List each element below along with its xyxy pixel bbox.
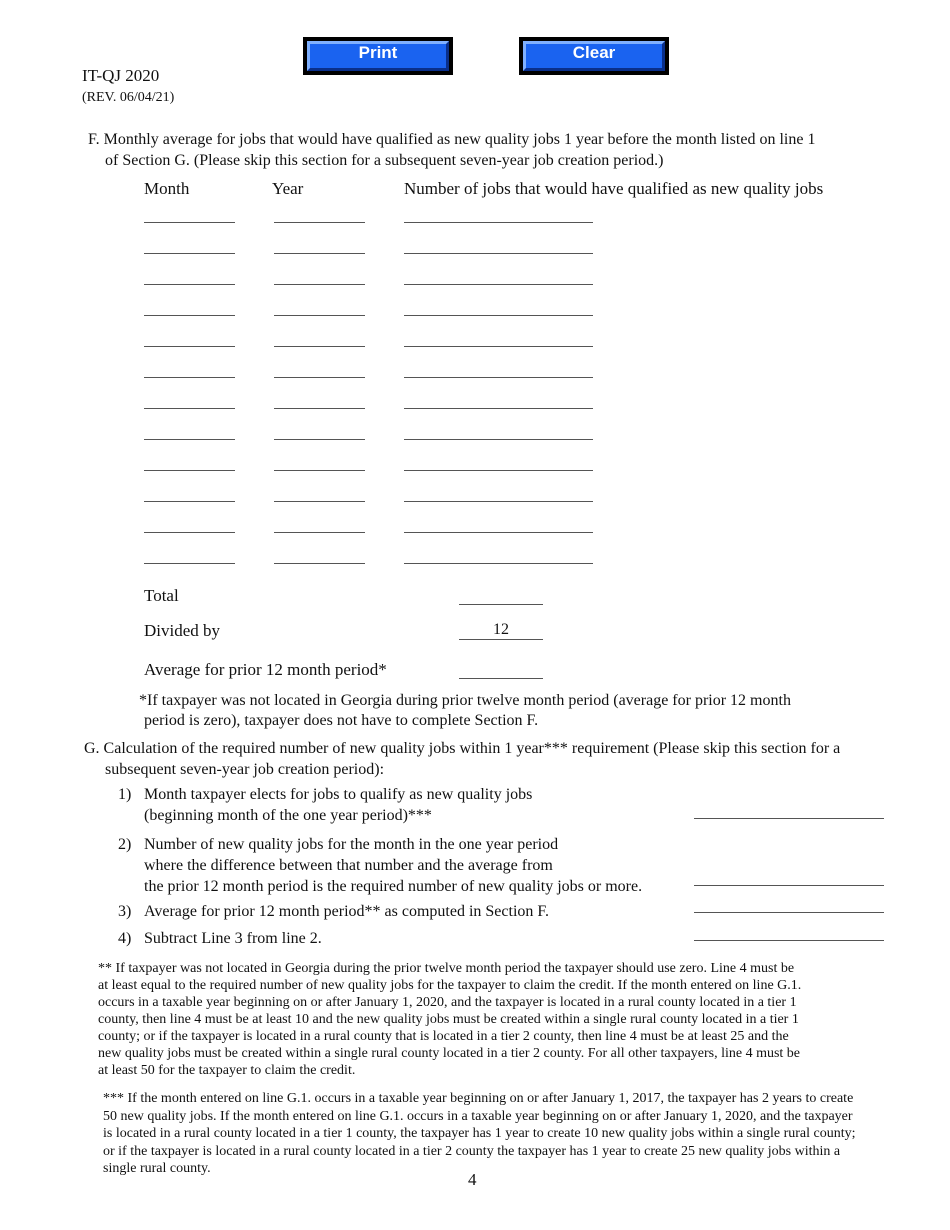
month-field[interactable] xyxy=(144,501,235,502)
footnote-line: new quality jobs must be created within a single rural county located in a tier 2 county. For all other taxpayers, line 4 must be xyxy=(98,1046,801,1061)
g-item-2-line-2: where the difference between that number and the average from xyxy=(144,857,553,874)
month-field[interactable] xyxy=(144,377,235,378)
year-field[interactable] xyxy=(274,532,365,533)
year-field[interactable] xyxy=(274,253,365,254)
g-item-4-line-1: Subtract Line 3 from line 2. xyxy=(144,930,322,947)
jobs-field[interactable] xyxy=(404,346,593,347)
section-f-note-2: period is zero), taxpayer does not have to complete Section F. xyxy=(144,712,539,729)
jobs-field[interactable] xyxy=(404,563,593,564)
g-item-1-field[interactable] xyxy=(694,818,884,819)
clear-button[interactable] xyxy=(519,37,669,75)
section-g-intro-1: G. Calculation of the required number of new quality jobs within 1 year*** requirement (Please skip this section for a xyxy=(84,740,841,757)
column-header-year: Year xyxy=(272,179,304,198)
year-field[interactable] xyxy=(274,222,365,223)
footnote-line: ** If taxpayer was not located in Georgia during the prior twelve month period the taxpayer should use zero. Line 4 must be xyxy=(98,961,795,976)
section-g-intro-2: subsequent seven-year job creation period): xyxy=(105,761,385,778)
column-header-month: Month xyxy=(144,179,190,198)
footnote-line: county; or if the taxpayer is located in a rural county that is located in a tier 2 county, then line 4 must be at least 25 and the xyxy=(98,1029,789,1044)
jobs-field[interactable] xyxy=(404,284,593,285)
jobs-field[interactable] xyxy=(404,439,593,440)
column-header-jobs: Number of jobs that would have qualified as new quality jobs xyxy=(404,179,824,198)
year-field[interactable] xyxy=(274,563,365,564)
year-field[interactable] xyxy=(274,470,365,471)
year-field[interactable] xyxy=(274,501,365,502)
g-item-1-line-2: (beginning month of the one year period)*** xyxy=(144,807,432,824)
footnote-line: is located in a rural county located in a tier 1 county, the taxpayer has 1 year to create 10 new quality jobs within a single rural county; xyxy=(103,1126,856,1141)
section-f-intro-2: of Section G. (Please skip this section for a subsequent seven-year job creation period.) xyxy=(105,152,664,169)
month-field[interactable] xyxy=(144,439,235,440)
g-item-2-line-3: the prior 12 month period is the required number of new quality jobs or more. xyxy=(144,878,643,895)
g-item-1-line-1: Month taxpayer elects for jobs to qualify as new quality jobs xyxy=(144,786,533,803)
footnote-line: county, then line 4 must be at least 10 and the new quality jobs must be created within a single rural county located in a tier 1 xyxy=(98,1012,799,1027)
g-item-3-number: 3) xyxy=(118,903,132,920)
footnote-line: at least equal to the required number of new quality jobs for the taxpayer to claim the credit. If the month entered on line G.1. xyxy=(98,978,802,993)
section-f-intro-1: F. Monthly average for jobs that would have qualified as new quality jobs 1 year before the month listed on line 1 xyxy=(88,131,816,148)
footnote-line: single rural county. xyxy=(103,1161,211,1176)
month-field[interactable] xyxy=(144,563,235,564)
section-f-note-1: *If taxpayer was not located in Georgia during prior twelve month period (average for prior 12 month xyxy=(139,692,791,709)
g-item-4-number: 4) xyxy=(118,930,132,947)
footnote-line: occurs in a taxable year beginning on or after January 1, 2020, and the taxpayer is located in a rural county located in a tier 1 xyxy=(98,995,797,1010)
footnote-line: at least 50 for the taxpayer to claim the credit. xyxy=(98,1063,356,1078)
average-label: Average for prior 12 month period* xyxy=(144,660,387,679)
month-field[interactable] xyxy=(144,222,235,223)
divided-by-underline xyxy=(459,639,543,640)
total-label: Total xyxy=(144,586,179,605)
divided-by-value: 12 xyxy=(493,621,509,638)
jobs-field[interactable] xyxy=(404,408,593,409)
g-item-3-line-1: Average for prior 12 month period** as computed in Section F. xyxy=(144,903,549,920)
page-number: 4 xyxy=(468,1170,477,1189)
jobs-field[interactable] xyxy=(404,377,593,378)
g-item-2-line-1: Number of new quality jobs for the month in the one year period xyxy=(144,836,559,853)
footnote-line: *** If the month entered on line G.1. occurs in a taxable year beginning on or after January 1, 2017, the taxpayer has 2 years to create xyxy=(103,1091,854,1106)
print-button[interactable] xyxy=(303,37,453,75)
year-field[interactable] xyxy=(274,346,365,347)
year-field[interactable] xyxy=(274,439,365,440)
jobs-field[interactable] xyxy=(404,532,593,533)
month-field[interactable] xyxy=(144,346,235,347)
year-field[interactable] xyxy=(274,315,365,316)
year-field[interactable] xyxy=(274,284,365,285)
g-item-2-number: 2) xyxy=(118,836,132,853)
revision-date: (REV. 06/04/21) xyxy=(82,90,175,105)
jobs-field[interactable] xyxy=(404,470,593,471)
month-field[interactable] xyxy=(144,284,235,285)
average-field[interactable] xyxy=(459,678,543,679)
footnote-line: or if the taxpayer is located in a rural county located in a tier 2 county the taxpayer has 1 year to create 25 new quality jobs within a xyxy=(103,1143,841,1159)
g-item-3-field[interactable] xyxy=(694,912,884,913)
jobs-field[interactable] xyxy=(404,315,593,316)
month-field[interactable] xyxy=(144,470,235,471)
month-field[interactable] xyxy=(144,315,235,316)
clear-button-label: Clear xyxy=(523,41,665,71)
g-item-4-field[interactable] xyxy=(694,940,884,941)
total-field[interactable] xyxy=(459,604,543,605)
divided-by-label: Divided by xyxy=(144,621,221,640)
g-item-1-number: 1) xyxy=(118,786,132,803)
g-item-2-field[interactable] xyxy=(694,885,884,886)
form-id: IT-QJ 2020 xyxy=(82,66,160,85)
year-field[interactable] xyxy=(274,408,365,409)
month-field[interactable] xyxy=(144,408,235,409)
footnote-line: 50 new quality jobs. If the month entered on line G.1. occurs in a taxable year beginning on or after January 1, 2020, and the taxpayer xyxy=(103,1108,853,1124)
print-button-label: Print xyxy=(307,41,449,71)
jobs-field[interactable] xyxy=(404,222,593,223)
month-field[interactable] xyxy=(144,253,235,254)
month-field[interactable] xyxy=(144,532,235,533)
year-field[interactable] xyxy=(274,377,365,378)
jobs-field[interactable] xyxy=(404,501,593,502)
jobs-field[interactable] xyxy=(404,253,593,254)
